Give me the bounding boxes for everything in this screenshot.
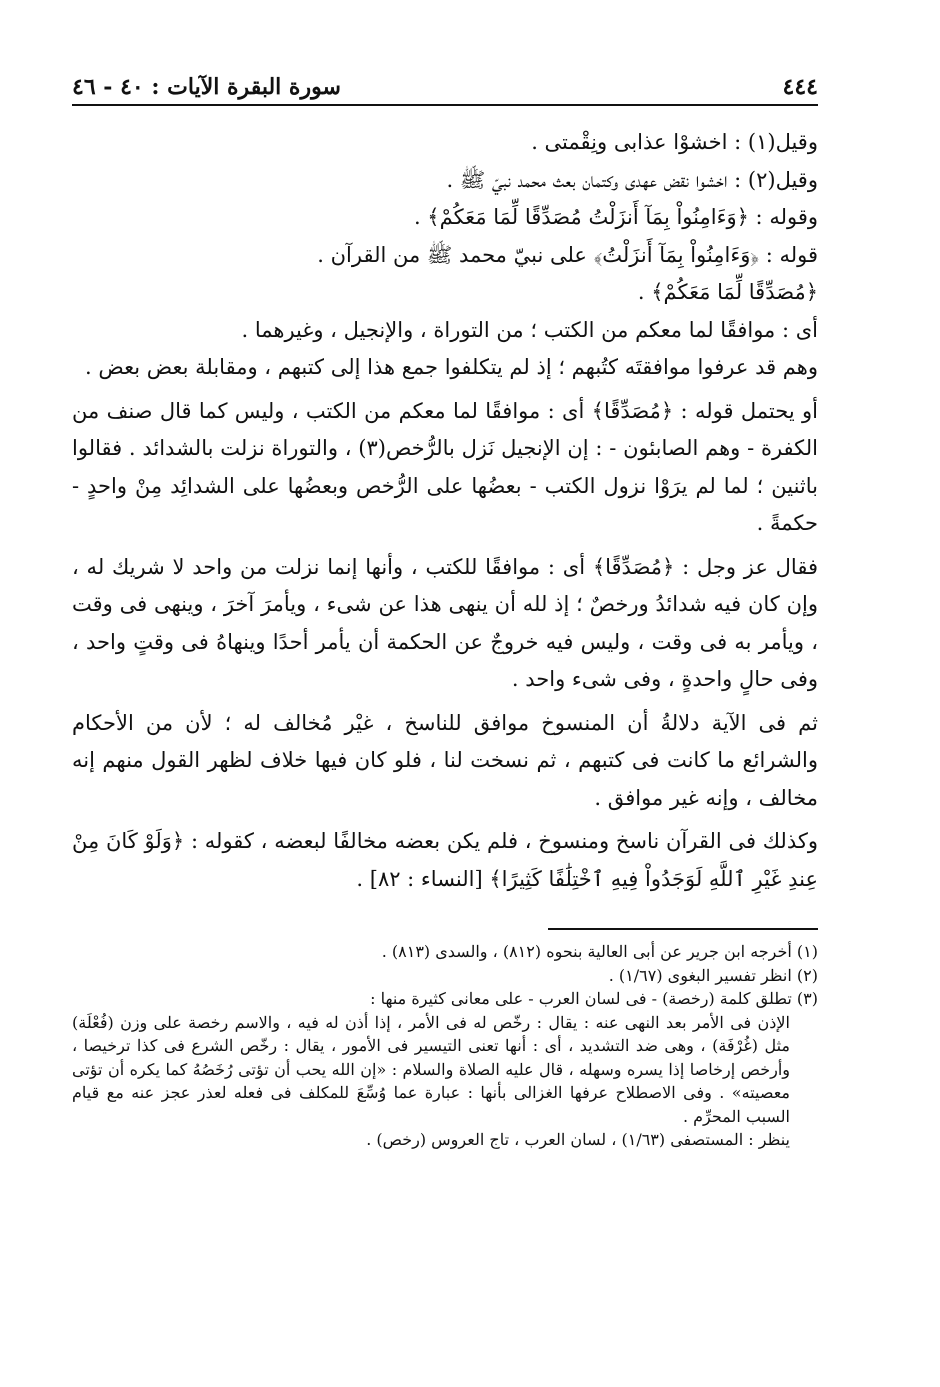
- running-title: سورة البقرة الآيات : ٤٠ - ٤٦: [72, 74, 341, 100]
- paragraph: وقيل(٢) : اخشوا نقض عهدى وكتمان بعث محمد نبيّ ﷺ .: [446, 167, 818, 192]
- footnote-1: (١) أخرجه ابن جرير عن أبى العالية بنحوه (٨١٢) ، والسدى (٨١٣) .: [381, 942, 818, 961]
- paragraph: وكذلك فى القرآن ناسخ ومنسوخ ، فلم يكن بعضه مخالفًا لبعضه ، كقوله : ﴿وَلَوْ كَانَ مِنْ عِندِ غَيْرِ ٱللَّهِ لَوَجَدُواْ فِيهِ ٱخْتِلَٰفًا كَثِيرًا﴾ [النساء : ٨٢] .: [72, 829, 818, 891]
- footnote-divider: [548, 928, 818, 930]
- paragraph: وهم قد عرفوا موافقتَه كتُبهم ؛ إذ لم يتكلفوا جمع هذا إلى كتبهم ، ومقابلة بعض بعض .: [85, 355, 818, 379]
- page-header: [72, 58, 818, 106]
- footnote-2: (٢) انظر تفسير البغوى (١/٦٧) .: [608, 965, 818, 985]
- footnote-3-body: الإذن فى الأمر بعد النهى عنه : يقال : رخّص له فى الأمر ، إذا أذن له فيه ، والاسم رخصة على وزن (فُعْلَة) مثل (غُرْفَة) ، وهى ضد التشديد ، أى : أنها تعنى التيسير فى الأمور ، يقال : رخّص الشرع فى كذا ترخيصا ، وأرخص إرخاصا إذا يسره وسهله ، قال عليه الصلاة والسلام : «إن الله يحب أن تؤتى رُخَصُهُ كما يكره أن تؤتى معصيته» . وفى الاصطلاح عرفها الغزالى بأنها : عبارة عما وُسِّعَ للمكلف فى فعله لعذر عجز عنه مع قيام السبب المحرِّم .: [72, 1012, 790, 1126]
- paragraph: قوله : ﴿وَءَامِنُواْ بِمَآ أَنزَلْتُ﴾ على نبيّ محمد ﷺ من القرآن .: [317, 242, 818, 267]
- footnote-3: (٣) تطلق كلمة (رخصة) - فى لسان العرب - على معانى كثيرة منها :: [370, 989, 818, 1008]
- paragraph: فقال عز وجل : ﴿مُصَدِّقًا﴾ أى : موافقًا للكتب ، وأنها إنما نزلت من واحد لا شريك له ، وإن كان فيه شدائدُ ورخصٌ ؛ إذ لله أن ينهى هذا عن شىء ، ويأمرَ آخرَ ، وينهى فى وقت ، ويأمر به فى وقت ، وليس فيه خروجٌ عن الحكمة أن يأمر أحدًا وينهاهُ فى وقتٍ واحد ، وفى حالٍ واحدةٍ ، وفى شىء واحد .: [72, 554, 819, 691]
- paragraph: وقيل(١) : اخشوْا عذابى ونِقْمتى .: [531, 130, 818, 154]
- footnote-3-source: ينظر : المستصفى (١/٦٣) ، لسان العرب ، تاج العروس (رخص) .: [366, 1130, 790, 1149]
- main-text: [72, 124, 818, 898]
- paragraph: أو يحتمل قوله : ﴿مُصَدِّقًا﴾ أى : موافقًا لما معكم من الكتب ، وليس كما قال صنف من الكفرة - وهم الصابئون - : إن الإنجيل نَزل بالرُّخص(٣) ، والتوراة نزلت بالشدائد . فقالوا باثنين ؛ لما لم يرَوْا نزول الكتب - بعضُها على الرُّخص وبعضُها على الشدائِد مِنْ واحدٍ - حكمةً .: [72, 398, 818, 535]
- page-number: ٤٤٤: [782, 74, 818, 100]
- paragraph: ثم فى الآية دلالةُ أن المنسوخ موافق للناسخ ، غيْر مُخالف له ؛ لأن من الأحكام والشرائع ما كانت فى كتبهم ، ثم نسخت لنا ، فلو كان فيها خلاف لظهر القول منهم إنه مخالف ، وإنه غير موافق .: [72, 710, 818, 810]
- paragraph: أى : موافقًا لما معكم من الكتب ؛ من التوراة ، والإنجيل ، وغيرهما .: [241, 317, 818, 342]
- footnotes: [72, 940, 818, 1152]
- paragraph: وقوله : ﴿وَءَامِنُواْ بِمَآ أَنزَلْتُ مُصَدِّقًا لِّمَا مَعَكُمْ﴾ .: [413, 205, 818, 229]
- book-page: [72, 58, 818, 1387]
- paragraph: ﴿مُصَدِّقًا لِّمَا مَعَكُمْ﴾ .: [637, 280, 818, 304]
